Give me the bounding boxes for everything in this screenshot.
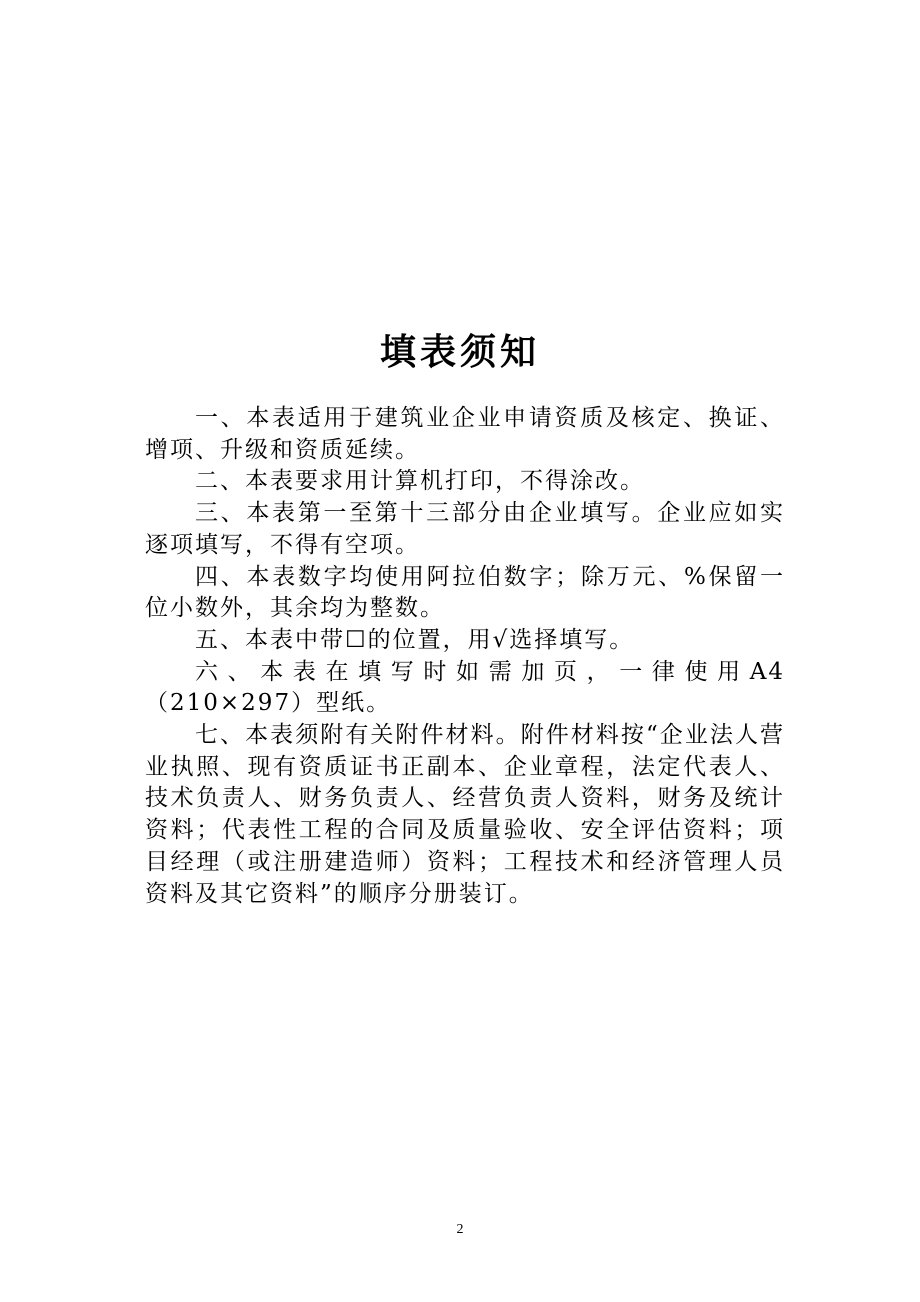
instruction-item-6: 六、本表在填写时如需加页，一律使用A4（210×297）型纸。 [145,658,785,717]
instruction-item-4: 四、本表数字均使用阿拉伯数字；除万元、%保留一位小数外，其余均为整数。 [145,563,785,622]
page-title: 填表须知 [379,331,540,373]
instruction-item-1: 一、本表适用于建筑业企业申请资质及核定、换证、增项、升级和资质延续。 [145,405,785,463]
instruction-item-3: 三、本表第一至第十三部分由企业填写。企业应如实逐项填写，不得有空项。 [145,500,785,558]
instruction-list [145,403,785,910]
instruction-item-5: 五、本表中带☐的位置，用√选择填写。 [195,626,635,653]
instruction-item-2: 二、本表要求用计算机打印，不得涂改。 [195,468,645,495]
instruction-item-7: 七、本表须附有关附件材料。附件材料按“企业法人营业执照、现有资质证书正副本、企业章程，法定代表人、技术负责人、财务负责人、经营负责人资料，财务及统计资料；代表性工程的合同及质量验收、安全评估资料；项目经理（或注册建造师）资料；工程技术和经济管理人员资料及其它资料”的顺序分册装订。 [145,722,785,907]
page-number: 2 [456,1222,464,1237]
